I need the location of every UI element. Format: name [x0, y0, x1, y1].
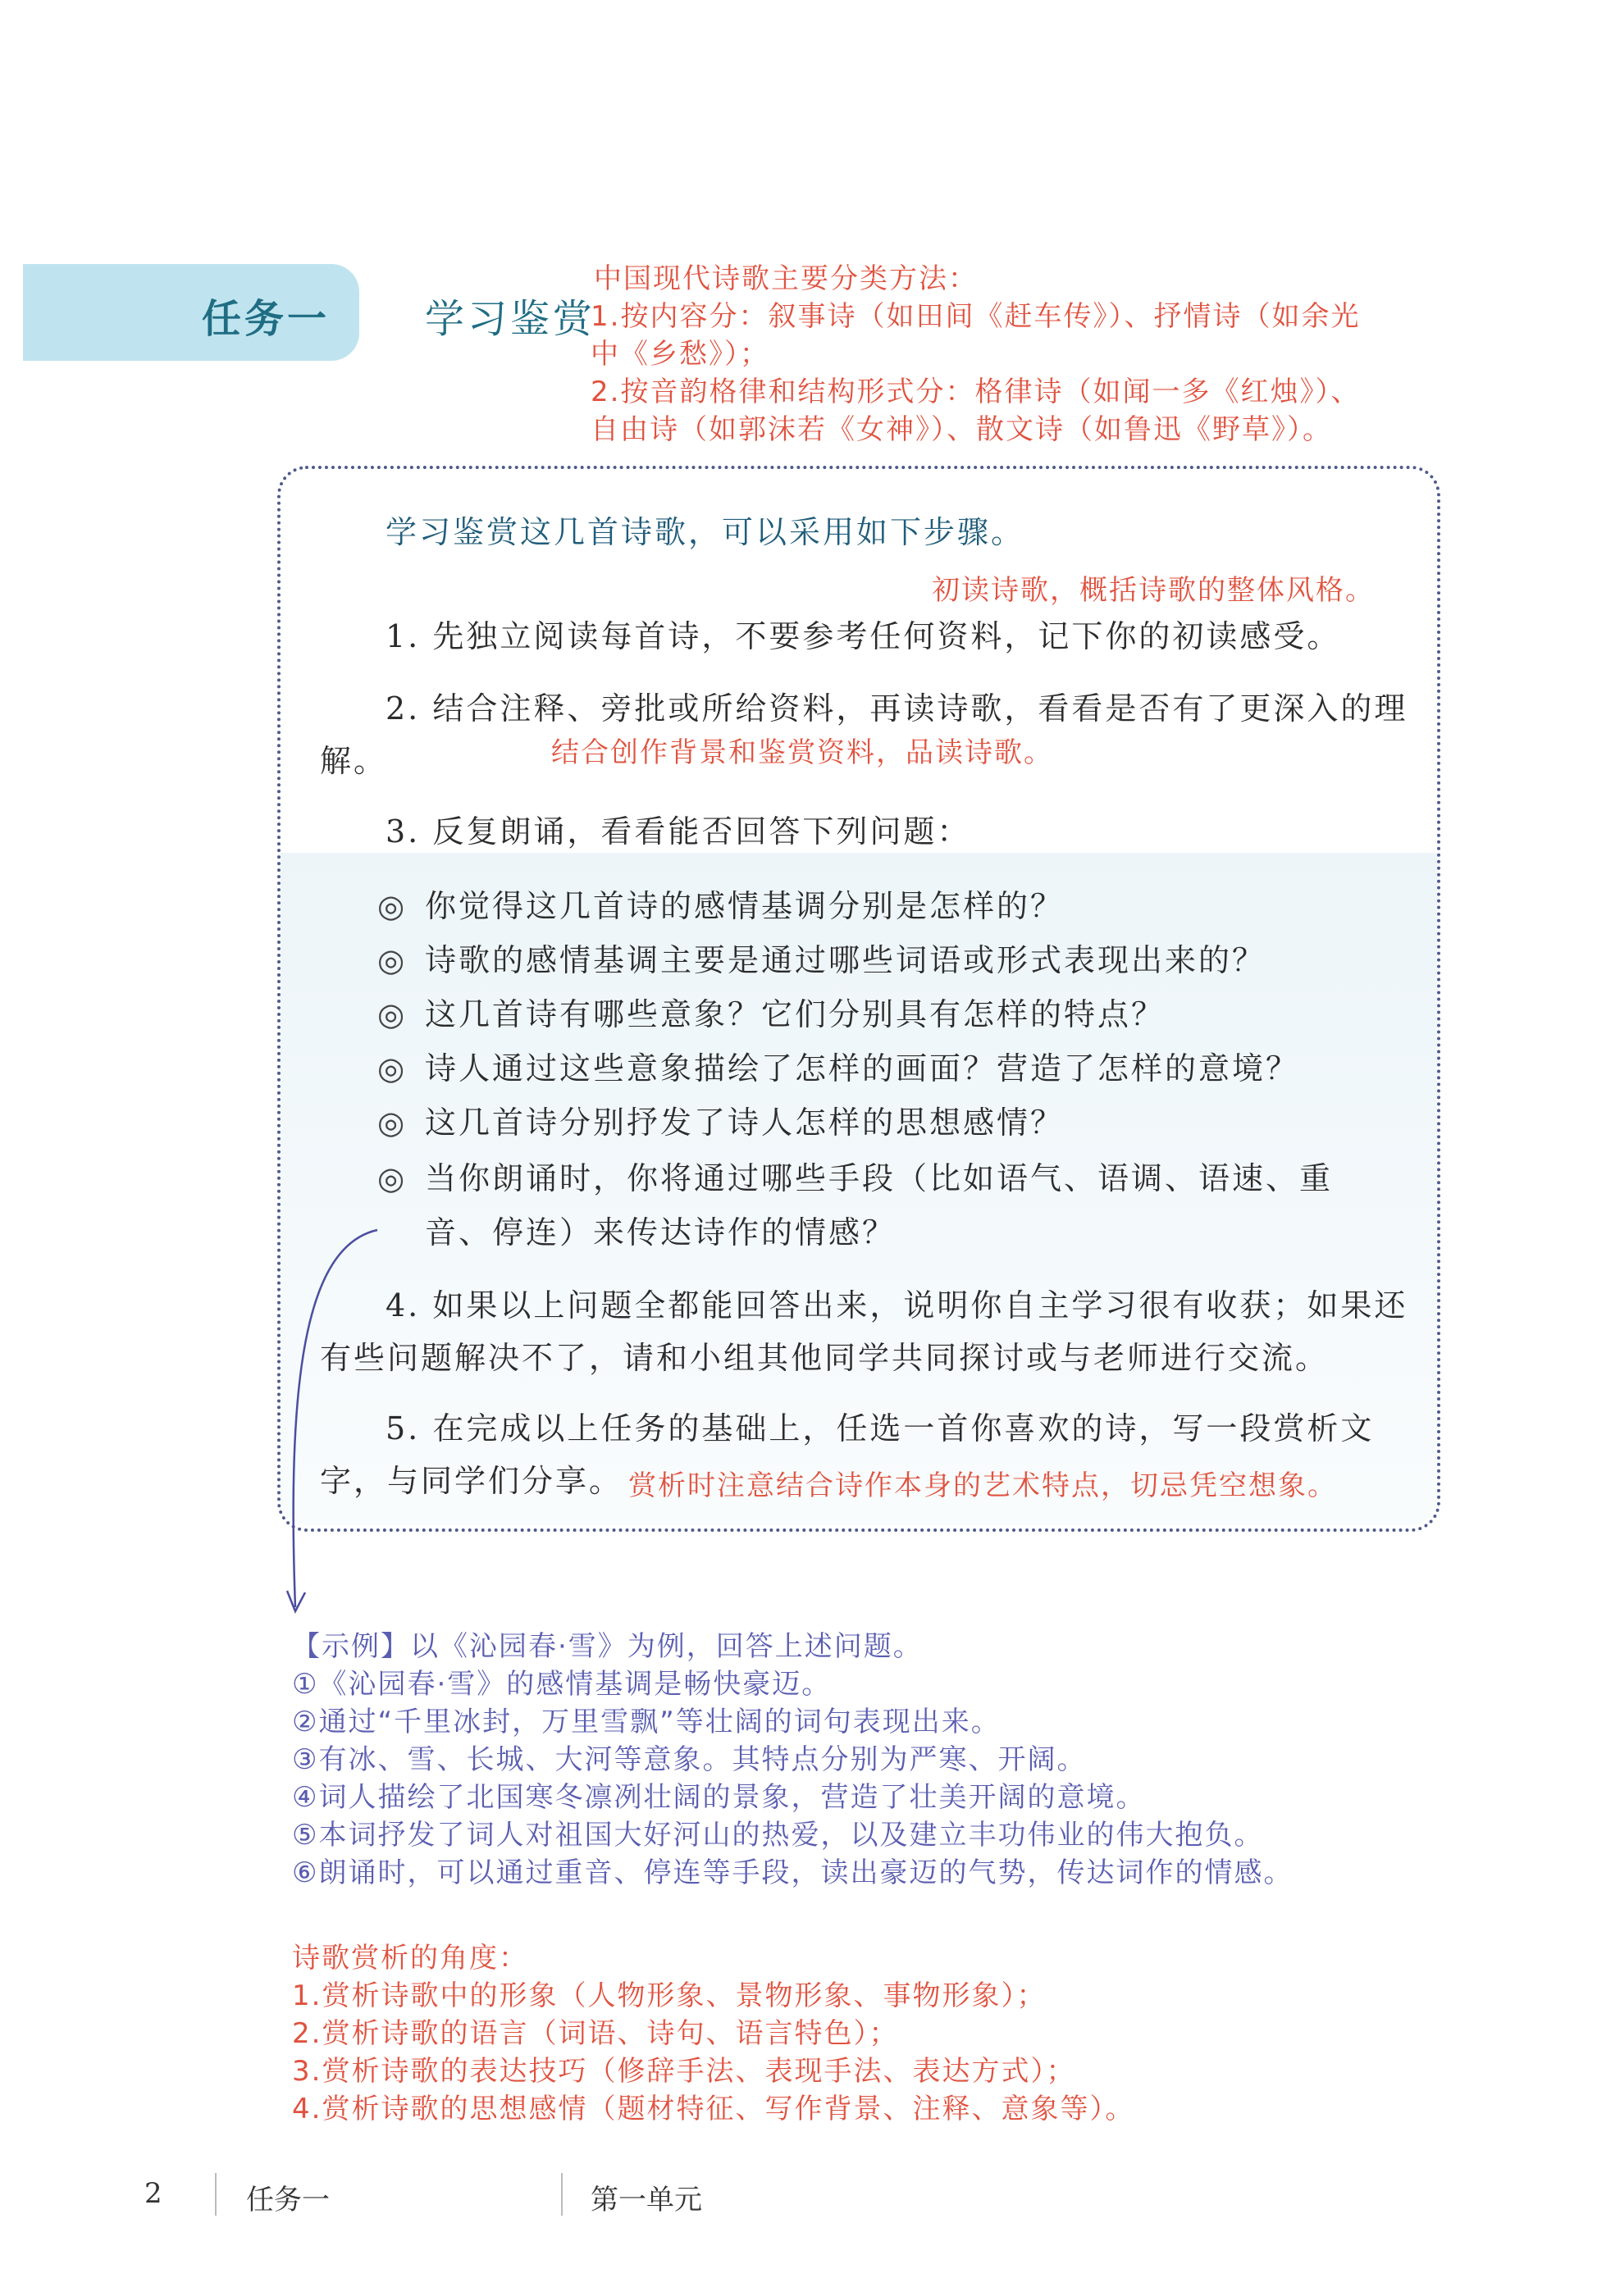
step-1: 1. 先独立阅读每首诗，不要参考任何资料，记下你的初读感受。 [386, 618, 1341, 654]
task-tab-label: 任务一 [202, 296, 331, 342]
example-line: ①《沁园春·雪》的感情基调是畅快豪迈。 [292, 1668, 832, 1701]
question-item [377, 881, 1064, 926]
question-text: 当你朗诵时，你将通过哪些手段（比如语气、语调、语速、重 [425, 1160, 1334, 1196]
question-text: 你觉得这几首诗的感情基调分别是怎样的？ [425, 888, 1065, 924]
footer-divider [561, 2173, 563, 2216]
question-text: 诗歌的感情基调主要是通过哪些词语或形式表现出来的？ [425, 942, 1266, 978]
annotation-first-read: 初读诗歌，概括诗歌的整体风格。 [932, 574, 1375, 607]
example-line: ④词人描绘了北国寒冬凛冽壮阔的景象，营造了壮美开阔的意境。 [292, 1781, 1146, 1814]
footer-task: 任务一 [246, 2184, 330, 2216]
step-5: 5. 在完成以上任务的基础上，任选一首你喜欢的诗，写一段赏析文字，与同学们分享。 [320, 1410, 1375, 1499]
page-number: 2 [144, 2177, 162, 2210]
angles-line: 4.赏析诗歌的思想感情（题材特征、写作背景、注释、意象等）。 [292, 2093, 1135, 2125]
angles-line: 2.赏析诗歌的语言（词语、诗句、语言特色）； [292, 2017, 899, 2050]
classification-note-line: 中《乡愁》）； [591, 338, 769, 371]
step-3: 3. 反复朗诵，看看能否回答下列问题： [386, 813, 971, 850]
bullet-icon: ◎ [377, 1105, 408, 1141]
bullet-icon: ◎ [377, 1160, 408, 1196]
steps-intro: 学习鉴赏这几首诗歌，可以采用如下步骤。 [386, 514, 1025, 550]
step-2: 2. 结合注释、旁批或所给资料，再读诗歌，看看是否有了更深入的理解。 [320, 690, 1408, 779]
bullet-icon: ◎ [377, 1050, 408, 1086]
question-item [377, 989, 1165, 1034]
bullet-icon: ◎ [377, 996, 408, 1032]
angles-line: 3.赏析诗歌的表达技巧（修辞手法、表现手法、表达方式）； [292, 2055, 1076, 2088]
angles-title: 诗歌赏析的角度： [292, 1942, 528, 1975]
section-title: 学习鉴赏 [425, 296, 596, 342]
example-line: ⑥朗诵时，可以通过重音、停连等手段，读出豪迈的气势，传达词作的情感。 [292, 1856, 1294, 1889]
question-item [377, 1153, 1333, 1198]
example-line: ⑤本词抒发了词人对祖国大好河山的热爱，以及建立丰功伟业的伟大抱负。 [292, 1819, 1264, 1852]
question-item [377, 935, 1266, 980]
arrow-icon [271, 1222, 402, 1624]
question-text-continued: 音、停连）来传达诗作的情感？ [425, 1214, 897, 1250]
example-line: ②通过“千里冰封，万里雪飘”等壮阔的词句表现出来。 [292, 1706, 1001, 1738]
question-text: 诗人通过这些意象描绘了怎样的画面？营造了怎样的意境？ [425, 1050, 1300, 1086]
classification-note-line: 1.按内容分：叙事诗（如田间《赶车传》）、抒情诗（如余光 [591, 300, 1361, 333]
question-text: 这几首诗分别抒发了诗人怎样的思想感情？ [425, 1105, 1065, 1141]
bullet-icon: ◎ [377, 888, 408, 924]
classification-note-title: 中国现代诗歌主要分类方法： [594, 262, 978, 295]
bullet-icon: ◎ [377, 942, 408, 978]
question-text: 这几首诗有哪些意象？它们分别具有怎样的特点？ [425, 996, 1166, 1032]
question-item [377, 1043, 1299, 1088]
footer-unit: 第一单元 [591, 2184, 702, 2216]
angles-line: 1.赏析诗歌中的形象（人物形象、景物形象、事物形象）； [292, 1979, 1047, 2012]
step-4: 4. 如果以上问题全都能回答出来，说明你自主学习很有收获；如果还有些问题解决不了，请和小组其他同学共同探讨或与老师进行交流。 [320, 1287, 1408, 1376]
task-tab [23, 264, 359, 361]
example-line: ③有冰、雪、长城、大河等意象。其特点分别为严寒、开阔。 [292, 1743, 1087, 1776]
footer-divider [215, 2173, 217, 2216]
classification-note-line: 自由诗（如郭沫若《女神》）、散文诗（如鲁迅《野草》）。 [591, 413, 1332, 446]
classification-note-line: 2.按音韵格律和结构形式分：格律诗（如闻一多《红烛》）、 [591, 376, 1361, 408]
example-line: 【示例】以《沁园春·雪》为例，回答上述问题。 [292, 1630, 923, 1663]
question-item [377, 1097, 1064, 1142]
annotation-appreciation: 赏析时注意结合诗作本身的艺术特点，切忌凭空想象。 [628, 1469, 1337, 1502]
annotation-background: 结合创作背景和鉴赏资料，品读诗歌。 [551, 736, 1053, 769]
